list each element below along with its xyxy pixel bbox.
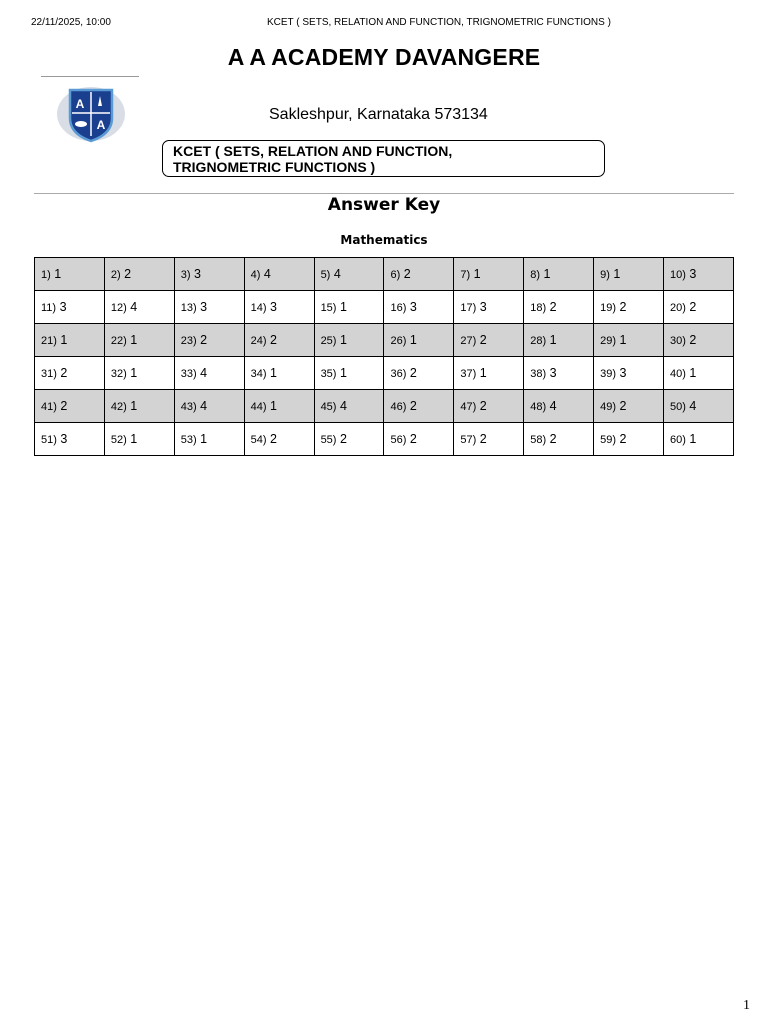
answer-cell xyxy=(35,258,105,291)
question-number: 48) xyxy=(530,401,547,413)
answer-cell xyxy=(174,390,244,423)
answer-cell xyxy=(174,324,244,357)
answer-option: 4 xyxy=(126,300,138,314)
question-number: 60) xyxy=(670,434,686,446)
answer-cell xyxy=(454,357,524,390)
answer-option: 4 xyxy=(546,399,557,413)
answer-cell xyxy=(664,390,734,423)
question-number: 13) xyxy=(180,302,197,314)
answer-option: 3 xyxy=(56,300,67,314)
answer-option: 2 xyxy=(336,432,347,446)
answer-option: 3 xyxy=(266,300,278,314)
question-number: 37) xyxy=(460,368,477,380)
logo-letter-bottom: A xyxy=(96,118,106,132)
answer-option: 3 xyxy=(616,366,627,380)
answer-option: 2 xyxy=(616,399,627,413)
page-number: 1 xyxy=(743,998,750,1013)
answer-cell xyxy=(594,423,664,456)
answer-option: 2 xyxy=(400,267,411,281)
question-number: 57) xyxy=(460,434,477,446)
answer-cell xyxy=(384,357,454,390)
answer-cell xyxy=(664,357,734,390)
answer-cell xyxy=(314,291,384,324)
subject-heading: Mathematics xyxy=(340,233,428,247)
answer-option: 2 xyxy=(406,399,417,413)
answer-cell xyxy=(664,258,734,291)
question-number: 56) xyxy=(390,434,407,446)
answer-option: 3 xyxy=(56,432,68,446)
question-number: 19) xyxy=(600,302,617,314)
answer-option: 1 xyxy=(336,366,347,380)
answer-cell xyxy=(384,423,454,456)
answer-cell xyxy=(104,258,174,291)
answer-cell xyxy=(244,357,314,390)
answer-option: 4 xyxy=(260,267,271,281)
table-row xyxy=(35,291,734,324)
question-number: 30) xyxy=(670,335,686,347)
question-number: 17) xyxy=(460,302,477,314)
answer-cell xyxy=(594,390,664,423)
table-row xyxy=(35,423,734,456)
section-divider xyxy=(34,193,734,194)
question-number: 42) xyxy=(110,401,127,413)
answer-cell xyxy=(314,324,384,357)
answer-cell xyxy=(524,324,594,357)
answer-cell xyxy=(104,423,174,456)
answer-cell xyxy=(35,291,105,324)
answer-cell xyxy=(314,357,384,390)
answer-cell xyxy=(524,423,594,456)
test-name-box xyxy=(162,140,605,177)
answer-option: 3 xyxy=(406,300,417,314)
question-number: 9) xyxy=(600,269,610,281)
question-number: 34) xyxy=(250,368,267,380)
answer-option: 1 xyxy=(266,399,278,413)
answer-option: 2 xyxy=(56,366,68,380)
question-number: 31) xyxy=(41,368,57,380)
answer-cell xyxy=(664,423,734,456)
answer-option: 2 xyxy=(266,333,278,347)
answer-cell xyxy=(524,357,594,390)
answer-cell xyxy=(104,291,174,324)
question-number: 8) xyxy=(530,269,541,281)
answer-option: 2 xyxy=(406,366,417,380)
answer-cell xyxy=(454,258,524,291)
question-number: 53) xyxy=(180,434,197,446)
answer-option: 3 xyxy=(476,300,487,314)
answer-option: 1 xyxy=(476,366,487,380)
answer-option: 1 xyxy=(126,333,138,347)
question-number: 55) xyxy=(320,434,337,446)
test-name-line-2: TRIGNOMETRIC FUNCTIONS ) xyxy=(173,159,376,175)
answer-option: 2 xyxy=(406,432,417,446)
answer-option: 1 xyxy=(126,432,138,446)
answer-option: 1 xyxy=(470,267,481,281)
table-row xyxy=(35,390,734,423)
answer-option: 2 xyxy=(616,300,627,314)
answer-cell xyxy=(104,390,174,423)
question-number: 32) xyxy=(110,368,127,380)
answer-option: 3 xyxy=(190,267,201,281)
answer-cell xyxy=(594,324,664,357)
answer-option: 1 xyxy=(126,366,138,380)
question-number: 12) xyxy=(110,302,127,314)
answer-option: 1 xyxy=(336,300,347,314)
answer-cell xyxy=(524,258,594,291)
answer-cell xyxy=(314,423,384,456)
logo-letter-top: A xyxy=(75,97,85,111)
question-number: 39) xyxy=(600,368,617,380)
logo-rule xyxy=(41,76,139,77)
table-row xyxy=(35,258,734,291)
question-number: 14) xyxy=(250,302,267,314)
answer-cell xyxy=(664,291,734,324)
question-number: 58) xyxy=(530,434,547,446)
answer-cell xyxy=(174,258,244,291)
answer-cell xyxy=(314,390,384,423)
question-number: 49) xyxy=(600,401,617,413)
answer-option: 3 xyxy=(685,267,697,281)
answer-cell xyxy=(384,291,454,324)
question-number: 3) xyxy=(180,269,191,281)
question-number: 47) xyxy=(460,401,477,413)
answer-cell xyxy=(174,423,244,456)
question-number: 44) xyxy=(250,401,267,413)
table-row xyxy=(35,324,734,357)
eye-icon xyxy=(75,121,87,127)
answer-cell xyxy=(594,357,664,390)
answer-cell xyxy=(454,423,524,456)
question-number: 1) xyxy=(41,269,51,281)
answer-cell xyxy=(454,324,524,357)
question-number: 26) xyxy=(390,335,407,347)
answer-cell xyxy=(384,390,454,423)
print-date: 22/11/2025, 10:00 xyxy=(31,17,111,28)
answer-option: 4 xyxy=(336,399,347,413)
question-number: 51) xyxy=(41,434,57,446)
answer-option: 2 xyxy=(685,300,697,314)
question-number: 24) xyxy=(250,335,267,347)
answer-option: 1 xyxy=(126,399,138,413)
answer-option: 1 xyxy=(685,432,697,446)
answer-cell xyxy=(174,291,244,324)
question-number: 35) xyxy=(320,368,337,380)
answer-cell xyxy=(174,357,244,390)
answer-cell xyxy=(35,390,105,423)
question-number: 5) xyxy=(320,269,331,281)
answer-cell xyxy=(244,258,314,291)
question-number: 46) xyxy=(390,401,407,413)
answer-cell xyxy=(384,324,454,357)
answer-cell xyxy=(244,291,314,324)
answer-key-heading: Answer Key xyxy=(327,195,441,215)
question-number: 7) xyxy=(460,269,471,281)
question-number: 41) xyxy=(41,401,57,413)
answer-cell xyxy=(454,291,524,324)
answer-option: 2 xyxy=(196,333,208,347)
answer-option: 4 xyxy=(685,399,697,413)
question-number: 36) xyxy=(390,368,407,380)
answer-option: 1 xyxy=(609,267,621,281)
answer-option: 2 xyxy=(546,432,557,446)
answer-option: 2 xyxy=(476,399,487,413)
question-number: 18) xyxy=(530,302,547,314)
answer-option: 1 xyxy=(50,267,62,281)
answer-cell xyxy=(35,324,105,357)
academy-address: Sakleshpur, Karnataka 573134 xyxy=(269,106,488,123)
question-number: 25) xyxy=(320,335,337,347)
question-number: 50) xyxy=(670,401,686,413)
answer-cell xyxy=(594,291,664,324)
answer-option: 1 xyxy=(196,432,208,446)
question-number: 43) xyxy=(180,401,197,413)
answer-option: 4 xyxy=(196,399,208,413)
answer-option: 2 xyxy=(120,267,132,281)
question-number: 28) xyxy=(530,335,547,347)
question-number: 4) xyxy=(250,269,261,281)
answer-cell xyxy=(664,324,734,357)
answer-cell xyxy=(244,390,314,423)
answer-option: 1 xyxy=(546,333,557,347)
question-number: 2) xyxy=(110,269,121,281)
answer-cell xyxy=(314,258,384,291)
question-number: 59) xyxy=(600,434,617,446)
question-number: 10) xyxy=(670,269,686,281)
answer-cell xyxy=(524,291,594,324)
print-header-title: KCET ( SETS, RELATION AND FUNCTION, TRIGNOMETRIC FUNCTIONS ) xyxy=(267,17,611,28)
table-row xyxy=(35,357,734,390)
answer-cell xyxy=(244,324,314,357)
answer-option: 2 xyxy=(266,432,278,446)
academy-name: A A ACADEMY DAVANGERE xyxy=(227,44,541,70)
answer-option: 4 xyxy=(196,366,208,380)
answer-option: 2 xyxy=(685,333,697,347)
question-number: 38) xyxy=(530,368,547,380)
question-number: 15) xyxy=(320,302,337,314)
question-number: 21) xyxy=(41,335,57,347)
question-number: 52) xyxy=(110,434,127,446)
answer-option: 2 xyxy=(616,432,627,446)
question-number: 40) xyxy=(670,368,686,380)
answer-cell xyxy=(104,357,174,390)
question-number: 27) xyxy=(460,335,477,347)
question-number: 54) xyxy=(250,434,267,446)
question-number: 16) xyxy=(390,302,407,314)
question-number: 29) xyxy=(600,335,617,347)
answer-cell xyxy=(454,390,524,423)
answer-cell xyxy=(384,258,454,291)
question-number: 45) xyxy=(320,401,337,413)
question-number: 20) xyxy=(670,302,686,314)
question-number: 33) xyxy=(180,368,197,380)
answer-option: 3 xyxy=(196,300,208,314)
test-name-line-1: KCET ( SETS, RELATION AND FUNCTION, xyxy=(173,143,453,159)
answer-option: 1 xyxy=(336,333,347,347)
answer-option: 1 xyxy=(56,333,68,347)
answer-cell xyxy=(524,390,594,423)
answer-option: 1 xyxy=(406,333,417,347)
answer-option: 1 xyxy=(266,366,278,380)
answer-cell xyxy=(244,423,314,456)
answer-option: 2 xyxy=(56,399,68,413)
answer-option: 2 xyxy=(476,333,487,347)
answer-cell xyxy=(35,357,105,390)
academy-logo xyxy=(56,84,126,144)
answer-cell xyxy=(594,258,664,291)
answer-option: 1 xyxy=(616,333,627,347)
answer-cell xyxy=(104,324,174,357)
question-number: 6) xyxy=(390,269,401,281)
answer-option: 2 xyxy=(546,300,557,314)
answer-option: 1 xyxy=(540,267,551,281)
question-number: 22) xyxy=(110,335,127,347)
question-number: 11) xyxy=(41,302,57,314)
answer-option: 4 xyxy=(330,267,341,281)
question-number: 23) xyxy=(180,335,197,347)
answer-key-table xyxy=(34,257,734,456)
answer-option: 1 xyxy=(685,366,697,380)
answer-cell xyxy=(35,423,105,456)
answer-option: 2 xyxy=(476,432,487,446)
answer-option: 3 xyxy=(546,366,557,380)
